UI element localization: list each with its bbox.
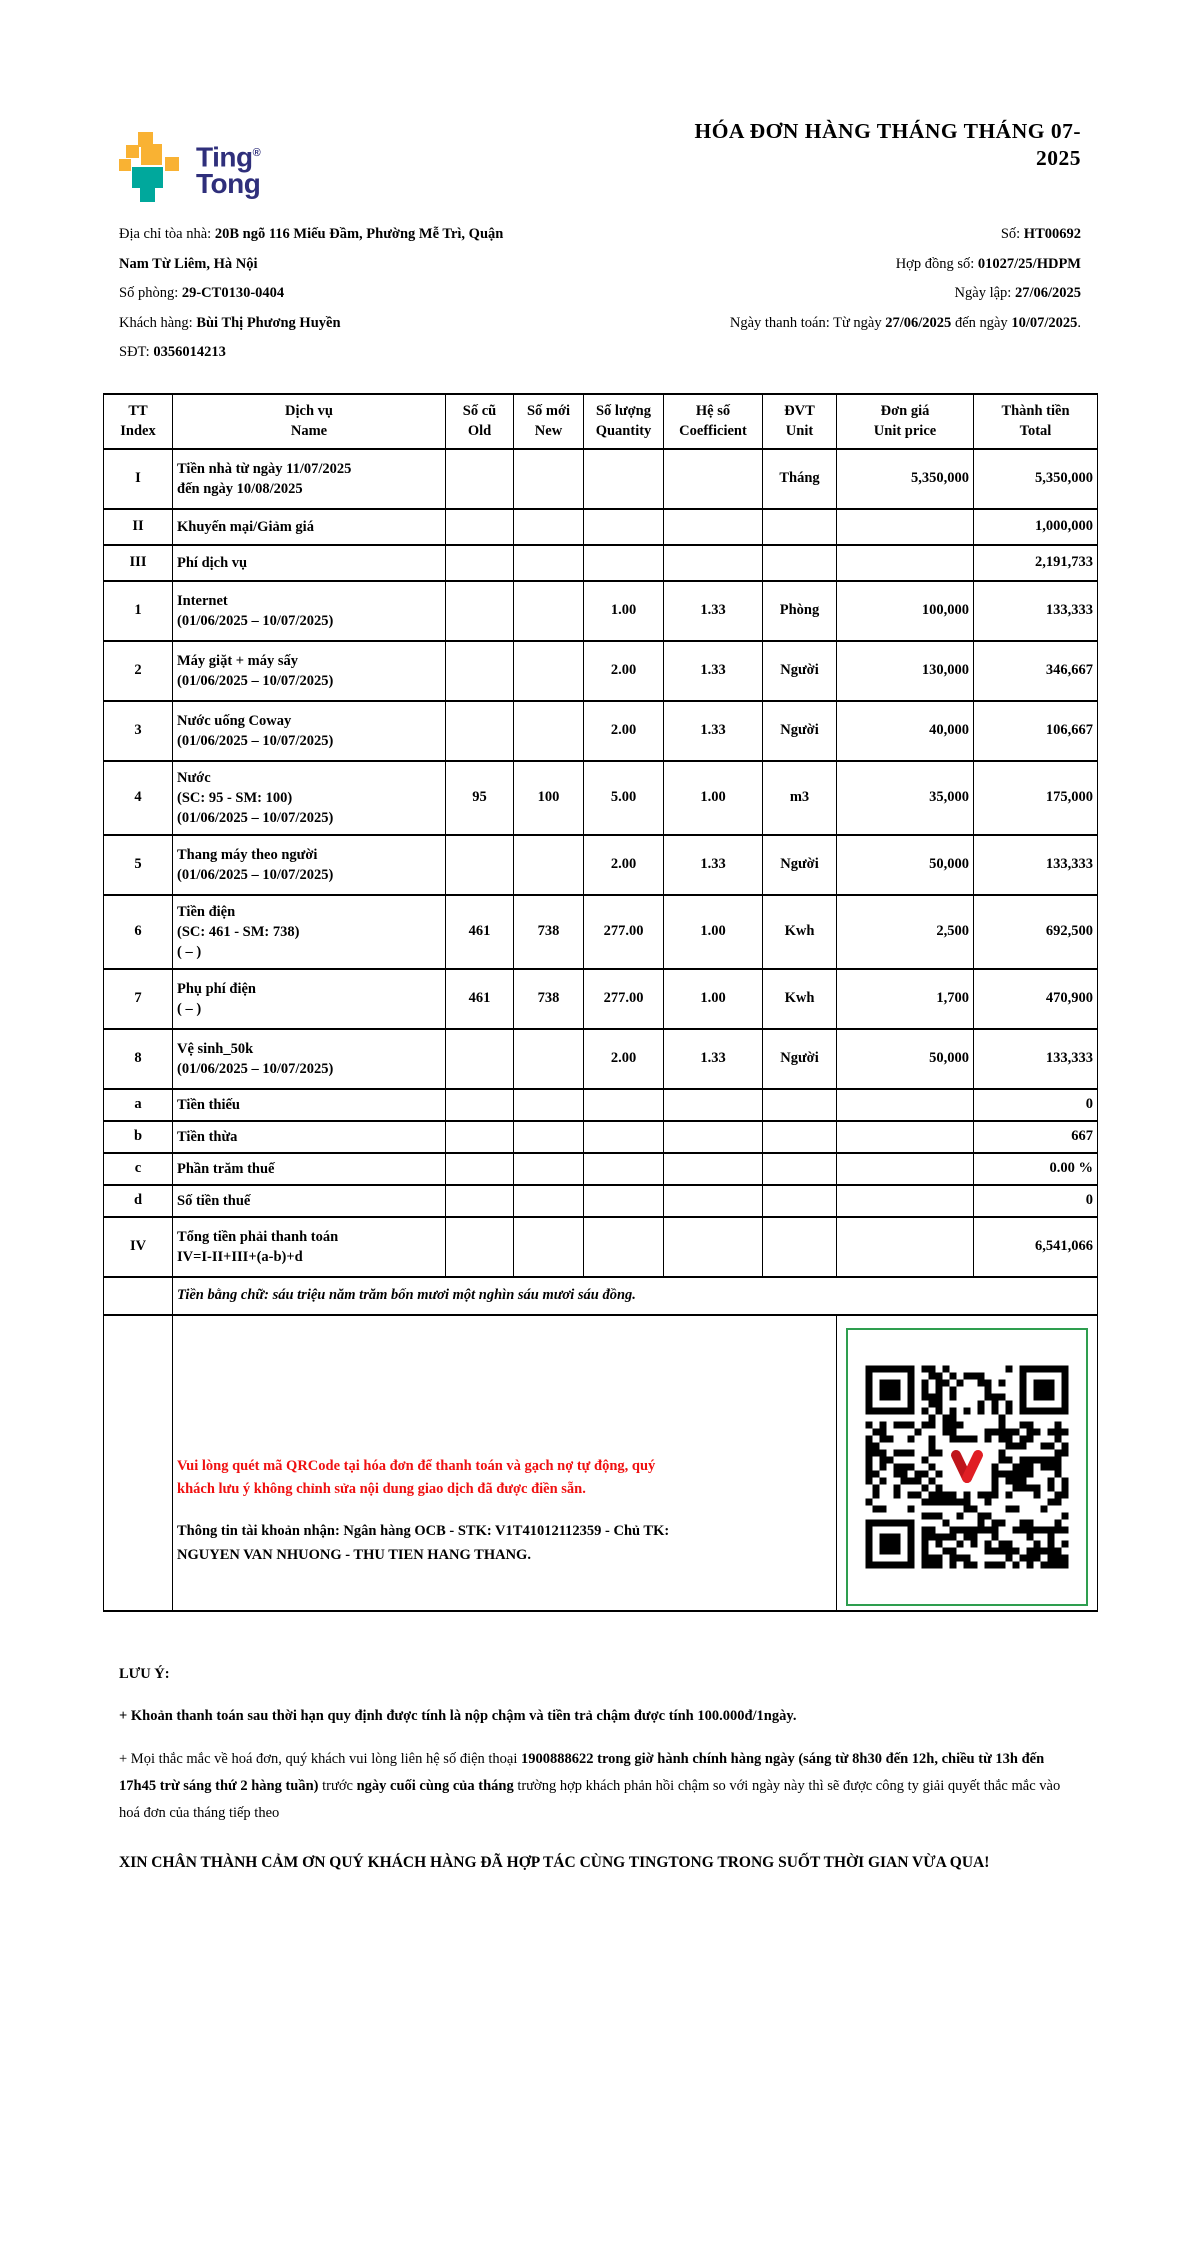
cell-unit-price <box>837 1153 974 1185</box>
cell-unit: Tháng <box>763 449 837 509</box>
text-segment: HT00692 <box>1023 226 1081 242</box>
cell-index: c <box>104 1153 173 1185</box>
cell-unit <box>763 1121 837 1153</box>
cell-index: 8 <box>104 1029 173 1089</box>
cell-service-name <box>173 761 446 835</box>
cell-unit <box>763 509 837 545</box>
text-segment: Khách hàng: <box>119 314 197 331</box>
service-name-line: Phần trăm thuế <box>177 1160 275 1177</box>
cell-new: 738 <box>514 895 584 969</box>
text-segment: - Chủ TK: <box>601 1522 670 1539</box>
cell-new <box>514 701 584 761</box>
text-segment: 1900888622 trong giờ hành chính hàng ngày (sáng từ 8h30 đến 12h, chiều từ 13h đến 17h45 trừ sáng thứ 2 hàng tuần) <box>119 1750 1045 1794</box>
cell-quantity <box>584 545 664 581</box>
cell-service-name <box>173 449 446 509</box>
info-line <box>119 250 648 280</box>
service-name-line: Máy giặt + máy sấy <box>177 652 299 669</box>
cell-unit: Người <box>763 1029 837 1089</box>
cell-service-name <box>173 641 446 701</box>
cell-total: 1,000,000 <box>974 509 1098 545</box>
text-segment: Ngày thanh toán: Từ ngày <box>729 314 886 331</box>
invoice-title <box>694 118 1081 172</box>
logo-pixel <box>165 157 179 171</box>
table-row-5 <box>104 835 1098 895</box>
cell-service-name <box>173 835 446 895</box>
cell-index: d <box>104 1185 173 1217</box>
cell-unit-price: 50,000 <box>837 835 974 895</box>
text-segment: + Mọi thắc mắc về hoá đơn, quý khách vui lòng liên hệ số điện thoại <box>119 1750 522 1767</box>
cell-old <box>446 449 514 509</box>
table-row-III <box>104 545 1098 581</box>
service-name-line: (01/06/2025 – 10/07/2025) <box>177 612 334 629</box>
building-customer-info <box>119 220 648 368</box>
table-row-d <box>104 1185 1098 1217</box>
cell-service-name <box>173 1089 446 1121</box>
cell-coefficient <box>664 1121 763 1153</box>
text-segment: 01027/25/HDPM <box>977 255 1081 272</box>
cell-service-name <box>173 1029 446 1089</box>
cell-service-name <box>173 545 446 581</box>
cell-coefficient: 1.33 <box>664 1029 763 1089</box>
service-name-line: Tiền thừa <box>177 1128 238 1145</box>
cell-total: 5,350,000 <box>974 449 1098 509</box>
cell-old <box>446 581 514 641</box>
cell-coefficient: 1.00 <box>664 761 763 835</box>
col-header-total <box>974 394 1098 449</box>
col-header-text: Dịch vụ <box>285 403 333 419</box>
invoice-info <box>103 220 1097 368</box>
cell-coefficient <box>664 1153 763 1185</box>
col-header-text: Name <box>290 423 328 439</box>
cell-index: 7 <box>104 969 173 1029</box>
service-name-line: Nước uống Coway <box>177 712 292 729</box>
logo-pixel <box>126 145 139 158</box>
cell-quantity <box>584 449 664 509</box>
table-row-IV <box>104 1217 1098 1277</box>
cell-old <box>446 701 514 761</box>
cell-coefficient: 1.00 <box>664 969 763 1029</box>
cell-quantity: 1.00 <box>584 581 664 641</box>
note-hotline <box>119 1746 1081 1827</box>
info-line <box>648 250 1081 280</box>
table-row-3 <box>104 701 1098 761</box>
payment-instructions-cell <box>173 1315 837 1611</box>
text-segment: Số phòng: <box>119 285 182 301</box>
table-row-1 <box>104 581 1098 641</box>
cell-unit-price: 1,700 <box>837 969 974 1029</box>
cell-old <box>446 1217 514 1277</box>
info-line <box>119 309 648 339</box>
cell-unit <box>763 1089 837 1121</box>
cell-old <box>446 1185 514 1217</box>
cell-unit: Người <box>763 835 837 895</box>
cell-old: 95 <box>446 761 514 835</box>
cell-old <box>446 1029 514 1089</box>
cell-new <box>514 1185 584 1217</box>
cell-service-name <box>173 509 446 545</box>
table-row-8 <box>104 1029 1098 1089</box>
cell-old <box>446 545 514 581</box>
cell-total: 667 <box>974 1121 1098 1153</box>
cell-quantity <box>584 509 664 545</box>
text-segment: 0356014213 <box>153 344 226 360</box>
text-segment: . <box>527 1546 531 1563</box>
text-segment: NGUYEN VAN NHUONG - THU TIEN HANG THANG <box>177 1546 528 1563</box>
col-header-text: ĐVT <box>784 403 815 419</box>
cell-service-name <box>173 1153 446 1185</box>
logo-pixel <box>119 159 131 171</box>
text-segment: Nam Từ Liêm, Hà Nội <box>119 255 258 272</box>
cell-quantity: 277.00 <box>584 969 664 1029</box>
cell-index: 6 <box>104 895 173 969</box>
col-header-old <box>446 394 514 449</box>
cell-old <box>446 1121 514 1153</box>
amount-in-words-value: sáu triệu năm trăm bốn mươi một nghìn sáu mươi sáu đồng. <box>272 1287 636 1303</box>
text-segment: đến ngày <box>951 314 1012 331</box>
amount-in-words-row <box>104 1277 1098 1315</box>
cell-total: 6,541,066 <box>974 1217 1098 1277</box>
cell-unit-price: 100,000 <box>837 581 974 641</box>
col-header-text: Old <box>467 423 492 439</box>
tingtong-logo-text <box>196 140 260 204</box>
service-name-line: Phụ phí điện <box>177 980 256 997</box>
col-header-text: TT <box>128 403 148 419</box>
cell-coefficient: 1.33 <box>664 581 763 641</box>
qr-payment-warning: Vui lòng quét mã QRCode tại hóa đơn để thanh toán và gạch nợ tự động, quý khách lưu ý không chỉnh sửa nội dung giao dịch đã được điền sẵn. <box>177 1457 656 1497</box>
cell-index: 2 <box>104 641 173 701</box>
service-name-line: Tiền thiếu <box>177 1096 240 1113</box>
service-name-line: Số tiền thuế <box>177 1192 251 1209</box>
footer-notes <box>103 1666 1097 1878</box>
cell-service-name <box>173 1185 446 1217</box>
logo-pixel <box>132 167 163 188</box>
brand-ting: Ting <box>196 141 253 173</box>
cell-new <box>514 545 584 581</box>
tingtong-logo <box>119 132 260 204</box>
service-name-line: Vệ sinh_50k <box>177 1040 254 1057</box>
info-line <box>648 309 1081 339</box>
col-header-unit <box>763 394 837 449</box>
cell-quantity: 2.00 <box>584 641 664 701</box>
cell-service-name <box>173 1121 446 1153</box>
cell-unit: Phòng <box>763 581 837 641</box>
cell-old <box>446 835 514 895</box>
cell-unit-price <box>837 1185 974 1217</box>
service-name-line: đến ngày 10/08/2025 <box>177 480 303 497</box>
cell-coefficient: 1.33 <box>664 835 763 895</box>
cell-unit: Người <box>763 641 837 701</box>
cell-quantity: 5.00 <box>584 761 664 835</box>
text-segment: Ngày lập: <box>954 285 1015 301</box>
cell-old: 461 <box>446 969 514 1029</box>
col-header-text: Index <box>120 423 156 439</box>
cell-service-name <box>173 581 446 641</box>
cell-coefficient <box>664 1089 763 1121</box>
vietqr-v-logo <box>944 1444 990 1490</box>
note-late-payment: + Khoản thanh toán sau thời hạn quy định được tính là nộp chậm và tiền trả chậm được tính 100.000đ/1ngày. <box>119 1707 797 1724</box>
invoice-title-line2: 2025 <box>1036 146 1081 170</box>
service-name-line: (01/06/2025 – 10/07/2025) <box>177 1060 334 1077</box>
cell-index: 1 <box>104 581 173 641</box>
text-segment: trường hợp khách phản hồi chậm so với ngày này thì sẽ được công ty giải quyết thắc mắc vào hoá đơn của tháng tiếp theo <box>119 1777 1061 1821</box>
notes-heading: LƯU Ý: <box>119 1665 170 1682</box>
cell-index: 3 <box>104 701 173 761</box>
service-name-line: (SC: 461 - SM: 738) <box>177 923 300 940</box>
cell-index <box>104 1277 173 1315</box>
cell-unit-price: 35,000 <box>837 761 974 835</box>
cell-unit-price: 50,000 <box>837 1029 974 1089</box>
text-segment: 27/06/2025 <box>885 314 952 331</box>
col-header-name <box>173 394 446 449</box>
service-name-line: Thang máy theo người <box>177 846 318 863</box>
cell-index <box>104 1315 173 1611</box>
info-line <box>119 279 648 309</box>
service-name-line: Tiền điện <box>177 903 236 920</box>
cell-index: b <box>104 1121 173 1153</box>
table-row-II <box>104 509 1098 545</box>
table-row-a <box>104 1089 1098 1121</box>
cell-total: 692,500 <box>974 895 1098 969</box>
cell-index: I <box>104 449 173 509</box>
cell-new <box>514 581 584 641</box>
cell-total: 470,900 <box>974 969 1098 1029</box>
service-name-line: Phí dịch vụ <box>177 554 248 571</box>
text-segment: Bùi Thị Phương Huyền <box>196 314 341 331</box>
text-segment: 10/07/2025 <box>1011 314 1078 331</box>
service-name-line: (01/06/2025 – 10/07/2025) <box>177 672 334 689</box>
cell-coefficient <box>664 545 763 581</box>
thanks-message: XIN CHÂN THÀNH CẢM ƠN QUÝ KHÁCH HÀNG ĐÃ HỢP TÁC CÙNG TINGTONG TRONG SUỐT THỜI GIAN VỪA QUA! <box>119 1853 990 1871</box>
cell-quantity <box>584 1089 664 1121</box>
cell-coefficient <box>664 1185 763 1217</box>
cell-index: 4 <box>104 761 173 835</box>
info-line <box>648 220 1081 250</box>
col-header-text: Số cũ <box>462 403 497 419</box>
amount-in-words-label: Tiền bằng chữ: <box>177 1287 273 1303</box>
cell-unit-price: 2,500 <box>837 895 974 969</box>
service-name-line: Internet <box>177 592 228 609</box>
text-segment: 20B ngõ 116 Miếu Đầm, Phường Mễ Trì, Quận <box>214 226 504 242</box>
service-name-line: ( – ) <box>177 943 202 960</box>
cell-coefficient: 1.33 <box>664 641 763 701</box>
cell-coefficient <box>664 1217 763 1277</box>
service-name-line: (01/06/2025 – 10/07/2025) <box>177 866 334 883</box>
cell-unit <box>763 1185 837 1217</box>
brand-tong: Tong <box>196 168 261 200</box>
cell-new <box>514 1029 584 1089</box>
cell-unit: Kwh <box>763 895 837 969</box>
service-name-line: IV=I-II+III+(a-b)+d <box>177 1248 303 1265</box>
cell-new <box>514 1217 584 1277</box>
col-header-text: Total <box>1019 423 1052 439</box>
col-header-text: Unit price <box>873 423 937 439</box>
table-row-I <box>104 449 1098 509</box>
col-header-text: Đơn giá <box>880 403 930 419</box>
cell-index: 5 <box>104 835 173 895</box>
qr-cell <box>837 1315 1098 1611</box>
table-header-row <box>104 394 1098 449</box>
service-name-line: (SC: 95 - SM: 100) <box>177 789 293 806</box>
table-row-7 <box>104 969 1098 1029</box>
col-header-text: Số lượng <box>595 403 651 419</box>
cell-unit-price <box>837 509 974 545</box>
col-header-text: Coefficient <box>679 423 747 439</box>
col-header-text: Số mới <box>526 403 571 419</box>
cell-unit-price: 130,000 <box>837 641 974 701</box>
cell-service-name <box>173 969 446 1029</box>
header <box>103 118 1097 204</box>
table-row-4 <box>104 761 1098 835</box>
cell-index: III <box>104 545 173 581</box>
col-header-text: Hệ số <box>695 403 731 419</box>
cell-index: a <box>104 1089 173 1121</box>
text-segment: . <box>1077 314 1081 331</box>
cell-index: IV <box>104 1217 173 1277</box>
cell-unit: m3 <box>763 761 837 835</box>
cell-service-name <box>173 701 446 761</box>
invoice-title-line1: HÓA ĐƠN HÀNG THÁNG THÁNG 07- <box>694 119 1081 143</box>
text-segment: 29-CT0130-0404 <box>181 285 285 301</box>
text-segment: Số: <box>1000 226 1024 242</box>
cell-old <box>446 641 514 701</box>
cell-total: 175,000 <box>974 761 1098 835</box>
cell-unit: Kwh <box>763 969 837 1029</box>
info-line <box>648 279 1081 309</box>
cell-new <box>514 509 584 545</box>
cell-total: 0.00 % <box>974 1153 1098 1185</box>
cell-new <box>514 1121 584 1153</box>
service-name-line: Nước <box>177 769 211 786</box>
cell-unit-price <box>837 1121 974 1153</box>
cell-new <box>514 1089 584 1121</box>
cell-coefficient: 1.33 <box>664 701 763 761</box>
service-name-line: Khuyến mại/Giảm giá <box>177 518 314 535</box>
table-row-b <box>104 1121 1098 1153</box>
cell-quantity <box>584 1153 664 1185</box>
cell-quantity: 2.00 <box>584 835 664 895</box>
cell-quantity: 2.00 <box>584 1029 664 1089</box>
cell-new <box>514 449 584 509</box>
cell-total: 133,333 <box>974 835 1098 895</box>
table-row-6 <box>104 895 1098 969</box>
cell-unit-price <box>837 1089 974 1121</box>
cell-index: II <box>104 509 173 545</box>
cell-quantity: 277.00 <box>584 895 664 969</box>
cell-quantity <box>584 1185 664 1217</box>
cell-total: 0 <box>974 1089 1098 1121</box>
cell-old: 461 <box>446 895 514 969</box>
cell-unit <box>763 545 837 581</box>
text-segment: trước <box>318 1777 357 1794</box>
text-segment: SĐT: <box>119 344 154 360</box>
text-segment: ngày cuối cùng của tháng <box>356 1777 514 1794</box>
cell-service-name <box>173 895 446 969</box>
cell-old <box>446 1089 514 1121</box>
text-segment: Thông tin tài khoản nhận: Ngân hàng OCB - STK: <box>177 1522 496 1539</box>
invoice-meta <box>648 220 1081 368</box>
col-header-new <box>514 394 584 449</box>
cell-quantity <box>584 1217 664 1277</box>
cell-unit-price: 5,350,000 <box>837 449 974 509</box>
bank-account-info <box>177 1519 689 1567</box>
cell-total: 346,667 <box>974 641 1098 701</box>
payment-row <box>104 1315 1098 1611</box>
col-header-text: New <box>534 423 563 439</box>
service-name-line: ( – ) <box>177 1000 202 1017</box>
cell-new: 100 <box>514 761 584 835</box>
cell-unit-price: 40,000 <box>837 701 974 761</box>
text-segment: Địa chỉ tòa nhà: <box>119 226 215 242</box>
cell-unit-price <box>837 545 974 581</box>
cell-total: 0 <box>974 1185 1098 1217</box>
service-name-line: (01/06/2025 – 10/07/2025) <box>177 809 334 826</box>
col-header-text: Quantity <box>595 423 652 439</box>
cell-total: 2,191,733 <box>974 545 1098 581</box>
cell-unit-price <box>837 1217 974 1277</box>
cell-service-name <box>173 1217 446 1277</box>
registered-mark: ® <box>252 147 261 159</box>
cell-new <box>514 835 584 895</box>
cell-total: 106,667 <box>974 701 1098 761</box>
info-line <box>119 220 648 250</box>
cell-total: 133,333 <box>974 1029 1098 1089</box>
col-header-index <box>104 394 173 449</box>
table-row-2 <box>104 641 1098 701</box>
cell-quantity: 2.00 <box>584 701 664 761</box>
cell-new: 738 <box>514 969 584 1029</box>
col-header-text: Thành tiền <box>1001 403 1070 419</box>
cell-old <box>446 509 514 545</box>
info-line <box>119 338 648 368</box>
qr-code-box <box>846 1328 1088 1606</box>
cell-new <box>514 1153 584 1185</box>
tingtong-logo-icon <box>119 132 181 204</box>
invoice-table <box>103 393 1098 1612</box>
table-row-c <box>104 1153 1098 1185</box>
cell-unit: Người <box>763 701 837 761</box>
cell-old <box>446 1153 514 1185</box>
col-header-quantity <box>584 394 664 449</box>
text-segment: 27/06/2025 <box>1014 285 1081 301</box>
service-name-line: Tiền nhà từ ngày 11/07/2025 <box>177 460 352 477</box>
cell-quantity <box>584 1121 664 1153</box>
col-header-unit-price <box>837 394 974 449</box>
amount-in-words-cell <box>173 1277 1098 1315</box>
text-segment: V1T41012112359 <box>495 1522 602 1539</box>
col-header-coefficient <box>664 394 763 449</box>
cell-new <box>514 641 584 701</box>
service-name-line: Tổng tiền phải thanh toán <box>177 1228 339 1245</box>
v-logo-glyph <box>947 1447 987 1487</box>
cell-coefficient <box>664 509 763 545</box>
cell-coefficient: 1.00 <box>664 895 763 969</box>
text-segment: Hợp đồng số: <box>895 255 978 272</box>
col-header-text: Unit <box>785 423 814 439</box>
cell-unit <box>763 1153 837 1185</box>
cell-unit <box>763 1217 837 1277</box>
logo-pixel <box>140 188 155 202</box>
logo-pixel <box>141 144 162 165</box>
cell-total: 133,333 <box>974 581 1098 641</box>
cell-coefficient <box>664 449 763 509</box>
service-name-line: (01/06/2025 – 10/07/2025) <box>177 732 334 749</box>
